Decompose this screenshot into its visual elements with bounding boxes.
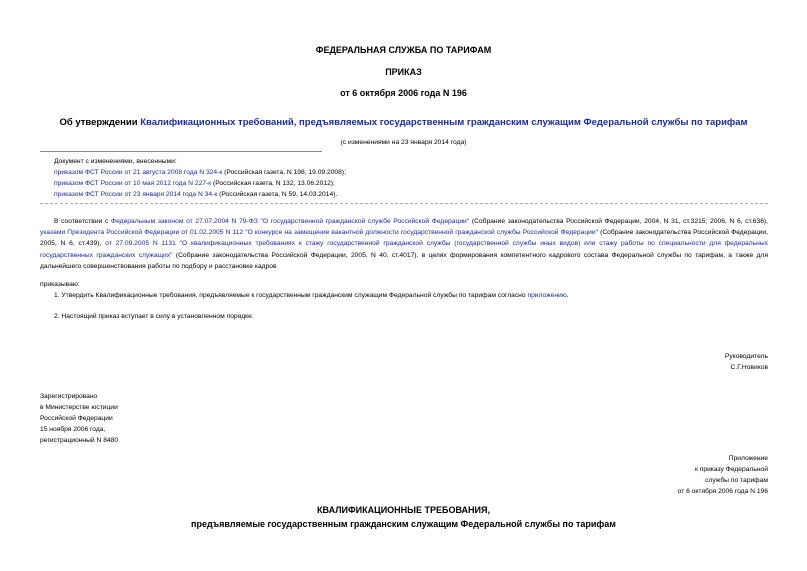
amendment-item: приказом ФСТ России от 21 августа 2008 года N 324-к (Российская газета, N 198, 19.09.2008); [54, 169, 346, 176]
appendix-block: Приложение к приказу Федеральной службы по тарифам от 6 октября 2006 года N 196 [677, 455, 768, 495]
order-item-2: 2. Настоящий приказ вступает в силу в установленном порядке. [54, 313, 254, 320]
doc-date-number: от 6 октября 2006 года N 196 [340, 88, 467, 98]
amend-box-top-rule [40, 151, 322, 152]
signature-role: Руководитель [724, 353, 768, 360]
decree-1131-link[interactable]: от 27.09.2005 N 1131 "О квалификационных требованиях к стажу государственной гражданской службы (государственной службы иных видов) или стажу работы по специальности для федеральных государственных гражданских служащих" [40, 240, 768, 259]
signature-name: С.Г.Новиков [730, 364, 768, 371]
registration-block: Зарегистрировано в Министерстве юстиции Российской Федерации 15 ноября 2006 года, регистрационный N 8480 [40, 393, 119, 444]
appendix-link[interactable]: приложению [527, 292, 567, 299]
amendment-item: приказом ФСТ России от 23 января 2014 года N 34-к (Российская газета, N 59, 14.03.2014). [54, 191, 338, 198]
appendix-subtitle: предъявляемые государственным гражданским служащим Федеральной службы по тарифам [191, 519, 616, 529]
doc-title [0, 117, 807, 128]
preamble-paragraph: В соответствии с Федеральным законом от 27.07.2004 N 79-ФЗ "О государственной гражданской службе Российской Федерации" (Собрание законодательства Российской Федерации, 2004, N 31, ст.3215; 2006, N 6, ст.636), указами Президента Российской Федерации от 01.02.2005 N 112 "О конкурсе на замещение вакантной должности государственной гражданской службы Российской Федерации" (Собрание законодательства Российской Федерации, 2005, N 6, ст.439), от 27.09.2005 N 1131 "О квалификационных требованиях к стажу государственной гражданской службы (государственной службы иных видов) или стажу работы по специальности для федеральных государственных гражданских служащих" (Собрание законодательства Российской Федерации, 2005, N 40, ст.4017), в целях формирования компетентного кадрового состава Федеральной службы по тарифам, а также для дальнейшего совершенствования работы по подбору и расстановке кадров [40, 218, 768, 270]
amendment-intro: Документ с изменениями, внесенными: [54, 158, 177, 165]
doc-title-prefix: Об утверждении [59, 117, 141, 128]
order-word: приказываю: [40, 281, 80, 288]
order-item-1: 1. Утвердить Квалификационные требования, предъявляемые к государственным гражданским служащим Федеральной службы по тарифам согласно приложению. [54, 292, 569, 299]
amendment-link-3[interactable]: приказом ФСТ России от 23 января 2014 года N 34-к [54, 191, 218, 198]
federal-law-link[interactable]: Федеральным законом от 27.07.2004 N 79-ФЗ "О государственной гражданской службе Российской Федерации" [111, 218, 470, 225]
signature-block [568, 351, 768, 373]
amendment-note: (с изменениями на 23 января 2014 года) [340, 139, 467, 146]
doc-title-link[interactable]: Квалификационных требований, предъявляемых государственным гражданским служащим Федеральной службы по тарифам [140, 117, 748, 128]
amendment-box [54, 156, 374, 200]
appendix-title: КВАЛИФИКАЦИОННЫЕ ТРЕБОВАНИЯ, [317, 505, 490, 515]
presidential-decree-link[interactable]: указами Президента Российской Федерации от 01.02.2005 N 112 "О конкурсе на замещение вакантной должности государственной гражданской службы Российской Федерации" [40, 229, 599, 237]
doc-type-heading: ПРИКАЗ [385, 67, 422, 77]
amendment-item: приказом ФСТ России от 10 мая 2012 года N 227-к (Российская газета, N 132, 13.06.2012); [54, 180, 335, 187]
amend-box-bottom-rule [40, 203, 768, 204]
amendment-link-1[interactable]: приказом ФСТ России от 21 августа 2008 года N 324-к [54, 169, 223, 176]
agency-heading: ФЕДЕРАЛЬНАЯ СЛУЖБА ПО ТАРИФАМ [315, 45, 492, 55]
amendment-link-2[interactable]: приказом ФСТ России от 10 мая 2012 года N 227-к [54, 180, 212, 187]
